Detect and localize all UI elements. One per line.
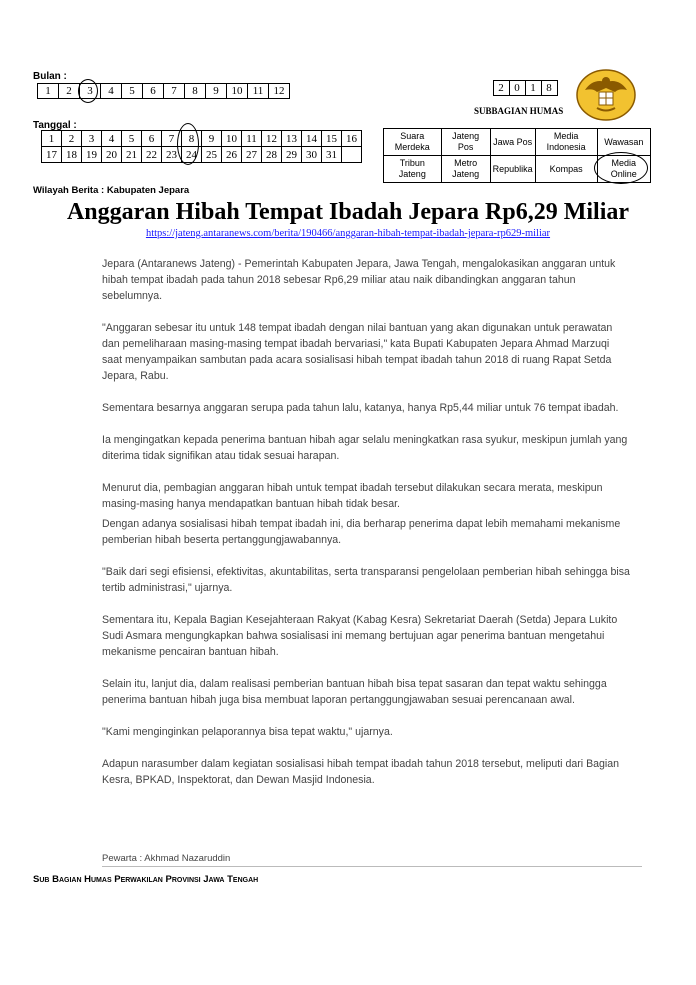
- bulan-cell: 6: [143, 84, 164, 99]
- tanggal-cell: [342, 147, 362, 163]
- tanggal-cell: 7: [162, 131, 182, 147]
- bulan-cell: 2: [59, 84, 80, 99]
- bulan-cell: 4: [101, 84, 122, 99]
- article-paragraph: Selain itu, lanjut dia, dalam realisasi pemberian bantuan hibah bisa tepat sasaran dan tepat waktu sehingga penerima bantuan hibah juga bisa membuat laporan pertanggungjawaban sesuai perencanaan awal.: [102, 678, 607, 706]
- tanggal-cell: 21: [122, 147, 142, 163]
- article-paragraph: Ia mengingatkan kepada penerima bantuan hibah agar selalu meningkatkan rasa syukur, meskipun jumlah yang diterima tidak signifikan atau tidak sesuai harapan.: [102, 434, 628, 462]
- bulan-cell: 11: [248, 84, 269, 99]
- article-paragraph: Adapun narasumber dalam kegiatan sosialisasi hibah tempat ibadah tahun 2018 tersebut, meliputi dari Bagian Kesra, BPKAD, Inspektorat, dan Dewan Masjid Indonesia.: [102, 758, 620, 786]
- bulan-cell: 1: [38, 84, 59, 99]
- media-cell: Tribun Jateng: [384, 156, 442, 183]
- tanggal-cell: 15: [322, 131, 342, 147]
- bulan-selection-circle: [78, 79, 98, 103]
- tanggal-cell: 18: [62, 147, 82, 163]
- article-paragraph: Dengan adanya sosialisasi hibah tempat ibadah ini, dia berharap penerima dapat lebih memahami mekanisme pemberian hibah beserta pertanggungjawabannya.: [102, 518, 621, 546]
- tanggal-cell: 23: [162, 147, 182, 163]
- tanggal-cell: 27: [242, 147, 262, 163]
- tanggal-cell: 28: [262, 147, 282, 163]
- tanggal-cell: 19: [82, 147, 102, 163]
- tanggal-cell: 8: [182, 131, 202, 147]
- article-paragraph: "Baik dari segi efisiensi, efektivitas, akuntabilitas, serta transparansi pengelolaan pemberian hibah sehingga bisa tertib administrasi," ujarnya.: [102, 566, 630, 594]
- tanggal-cell: 3: [82, 131, 102, 147]
- article-url-link[interactable]: https://jateng.antaranews.com/berita/190466/anggaran-hibah-tempat-ibadah-jepara-rp629-miliar: [145, 228, 551, 239]
- article-body: [102, 256, 632, 804]
- bulan-cell: 8: [185, 84, 206, 99]
- article-title: Anggaran Hibah Tempat Ibadah Jepara Rp6,29 Miliar: [66, 199, 630, 225]
- bulan-cell: 12: [269, 84, 290, 99]
- media-cell: Republika: [490, 156, 535, 183]
- year-digit: 0: [510, 81, 526, 96]
- media-cell: Jateng Pos: [441, 129, 490, 156]
- tanggal-cell: 30: [302, 147, 322, 163]
- tanggal-cell: 12: [262, 131, 282, 147]
- media-cell: Media Online: [597, 156, 650, 183]
- bulan-cell: 5: [122, 84, 143, 99]
- tanggal-cell: 11: [242, 131, 262, 147]
- tanggal-cell: 22: [142, 147, 162, 163]
- tanggal-cell: 4: [102, 131, 122, 147]
- media-cell: Jawa Pos: [490, 129, 535, 156]
- tanggal-cell: 1: [42, 131, 62, 147]
- media-cell: Kompas: [535, 156, 597, 183]
- tanggal-cell: 9: [202, 131, 222, 147]
- media-cell: Suara Merdeka: [384, 129, 442, 156]
- tanggal-cell: 25: [202, 147, 222, 163]
- pewarta-divider: [102, 866, 642, 867]
- tanggal-label: Tanggal :: [33, 120, 77, 131]
- bulan-cell: 3: [80, 84, 101, 99]
- article-paragraph: "Anggaran sebesar itu untuk 148 tempat ibadah dengan nilai bantuan yang akan digunakan untuk perawatan dan pemeliharaan masing-masing tempat ibadah bervariasi," kata Bupati Kabupaten Jepara Ahmad Marzuqi saat menyampaikan sambutan pada acara sosialisasi hibah tempat ibadah tahun 2018 di ruang Rapat Setda Jepara, Rabu.: [102, 322, 613, 382]
- article-paragraph: Sementara itu, Kepala Bagian Kesejahteraan Rakyat (Kabag Kesra) Sekretariat Daerah (Setda) Jepara Lukito Sudi Asmara mengungkapkan bahwa sosialisasi ini memang bertujuan agar penerima bantuan mengetahui mekanisme pencairan bantuan hibah.: [102, 614, 618, 658]
- media-cell: Wawasan: [597, 129, 650, 156]
- article-paragraph: Jepara (Antaranews Jateng) - Pemerintah Kabupaten Jepara, Jawa Tengah, mengalokasikan anggaran untuk hibah tempat ibadah pada tahun 2018 sebesar Rp6,29 miliar atau naik dibandingkan anggaran tahun sebelumnya.: [102, 258, 616, 302]
- tanggal-selection-circle: [177, 123, 199, 165]
- tanggal-cell: 5: [122, 131, 142, 147]
- year-digit: 1: [526, 81, 542, 96]
- tanggal-cell: 17: [42, 147, 62, 163]
- bulan-label: Bulan :: [33, 71, 67, 82]
- media-cell: Media Indonesia: [535, 129, 597, 156]
- media-selection-circle: [594, 152, 648, 184]
- tanggal-cell: 10: [222, 131, 242, 147]
- tanggal-cell: 24: [182, 147, 202, 163]
- year-digit: 2: [494, 81, 510, 96]
- tanggal-cell: 20: [102, 147, 122, 163]
- article-paragraph: "Kami menginginkan pelaporannya bisa tepat waktu," ujarnya.: [102, 726, 393, 738]
- tanggal-cell: 16: [342, 131, 362, 147]
- tanggal-cell: 2: [62, 131, 82, 147]
- footer-label: Sub Bagian Humas Perwakilan Provinsi Jawa Tengah: [33, 874, 259, 885]
- tanggal-cell: 26: [222, 147, 242, 163]
- tanggal-cell: 6: [142, 131, 162, 147]
- year-table: [493, 80, 558, 96]
- bulan-table: [37, 83, 290, 99]
- bulan-cell: 7: [164, 84, 185, 99]
- tanggal-cell: 13: [282, 131, 302, 147]
- bulan-cell: 9: [206, 84, 227, 99]
- tanggal-table: [41, 130, 362, 163]
- garuda-emblem-icon: [575, 68, 637, 122]
- wilayah-berita: Wilayah Berita : Kabupaten Jepara: [33, 185, 190, 196]
- media-cell: Metro Jateng: [441, 156, 490, 183]
- tanggal-cell: 14: [302, 131, 322, 147]
- subbagian-label: SUBBAGIAN HUMAS: [474, 106, 564, 116]
- article-paragraph: Sementara besarnya anggaran serupa pada tahun lalu, katanya, hanya Rp5,44 miliar untuk 76 tempat ibadah.: [102, 402, 619, 414]
- pewarta: Pewarta : Akhmad Nazaruddin: [102, 853, 231, 864]
- bulan-cell: 10: [227, 84, 248, 99]
- article-paragraph: Menurut dia, pembagian anggaran hibah untuk tempat ibadah tersebut dilakukan secara merata, meskipun masing-masing hanya mendapatkan bantuan hibah tidak besar.: [102, 482, 603, 510]
- tanggal-cell: 31: [322, 147, 342, 163]
- year-digit: 8: [542, 81, 558, 96]
- tanggal-cell: 29: [282, 147, 302, 163]
